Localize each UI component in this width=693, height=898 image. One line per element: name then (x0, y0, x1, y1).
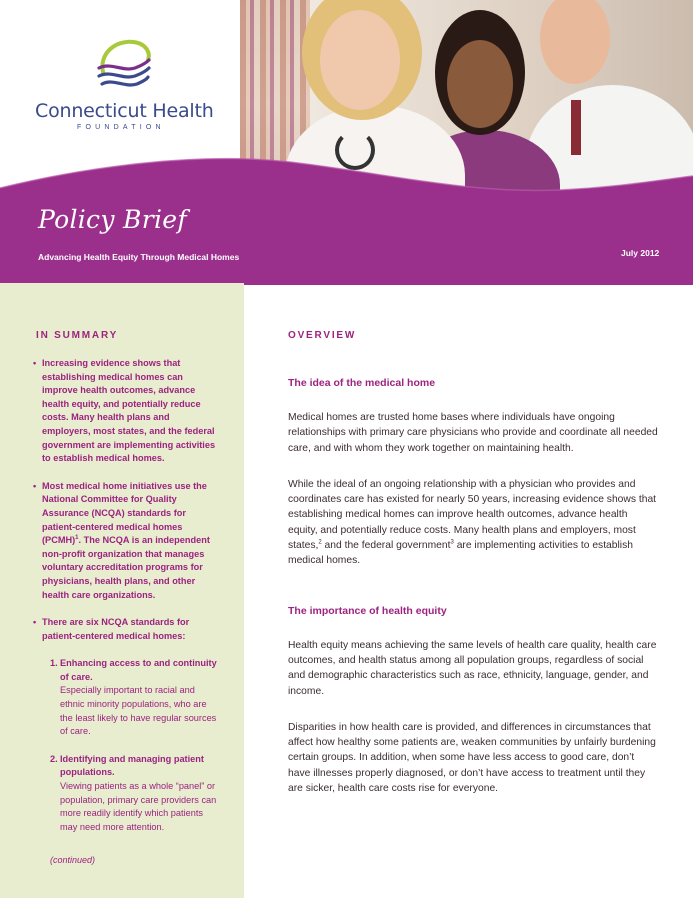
summary-heading: IN SUMMARY (36, 330, 119, 341)
standard-item (42, 753, 218, 835)
standard-title: Enhancing access to and continuity of care. (60, 658, 217, 682)
overview-heading: OVERVIEW (288, 330, 357, 341)
doctor-left-head (320, 10, 400, 110)
page-subtitle: Advancing Health Equity Through Medical Homes (38, 252, 240, 262)
standard-number: 2. (50, 753, 58, 764)
body-paragraph: Health equity means achieving the same levels of health care quality, health care outcomes, and health status among all population groups, regardless of social and demographic characteristics such as race, ethnicity, language, gender, and income. (288, 639, 657, 697)
summary-list (33, 357, 218, 848)
body-paragraph: Disparities in how health care is provided, and differences in circumstances that affect how healthy some patients are, weaken communities by unfairly burdening certain groups. In addition, when some have less access to good care, don’t have illnesses properly diagnosed, or don’t have access to treatment until they are sicker, health care costs rise for everyone. (288, 721, 656, 795)
logo-name: Connecticut Health (35, 100, 214, 122)
main-content (288, 330, 658, 796)
body-paragraph: Medical homes are trusted home bases where individuals have ongoing relationships with primary care physicians who provide and coordinate all needed care, and with whom they work together on maintaining health. (288, 412, 658, 454)
summary-item: • Most medical home initiatives use the National Committee for Quality Assurance (NCQA) standards for patient-centered medical homes (PCMH)$^1$. The NCQA is an independent non-profit organization that manages voluntary accreditation programs for physicians, health plans, and other health care organizations. (33, 480, 210, 600)
publication-date: July 2012 (621, 248, 660, 258)
bullet-icon: • (33, 480, 37, 491)
body-paragraph: While the ideal of an ongoing relationship with a physician who provides and coordinates care has existed for nearly 50 years, increasing evidence shows that establishing medical homes can improve health outcomes, advance health equity, and potentially reduce costs. Many health plans and employers, most states,$^2$ and the federal government$^3$ are implementing activities to establish medical homes. (288, 478, 657, 567)
continued-note: (continued) (50, 855, 96, 865)
doctor-right-tie (571, 100, 581, 155)
bullet-icon: • (33, 617, 37, 628)
standard-description: Especially important to racial and ethnic minority populations, who are the least likely to have regular sources of care. (60, 685, 217, 737)
logo-wave-icon (93, 38, 155, 98)
standard-title: Identifying and managing patient populations. (60, 753, 204, 778)
section-heading: The idea of the medical home (288, 377, 436, 389)
page-title: Policy Brief (38, 205, 187, 234)
standard-description: Viewing patients as a whole “panel” or population, primary care providers can more readily identify which patients may need more attention. (60, 781, 217, 832)
summary-item: • Increasing evidence shows that establishing medical homes can improve health outcomes, advance health equity, and potentially reduce costs. Many health plans and employers, most states, and the federal government are implementing activities to establish medical homes. (33, 358, 216, 464)
bullet-icon: • (33, 358, 37, 368)
section-heading: The importance of health equity (288, 604, 447, 617)
standard-number: 1. (50, 658, 58, 669)
standard-item (42, 657, 218, 739)
nurse-head (447, 40, 513, 128)
logo-subtitle: FOUNDATION (77, 124, 165, 131)
summary-item: • There are six NCQA standards for patient-centered medical homes: 1. Enhancing access to and continuity of care. Especially important to racial and ethnic minority populations, who are the least likely to have regular sources of care. 2. Identifying and managing patient populations. Viewing patients as a whole “panel” or population, primary care providers can more readily identify which patients may need more attention. (33, 616, 218, 834)
